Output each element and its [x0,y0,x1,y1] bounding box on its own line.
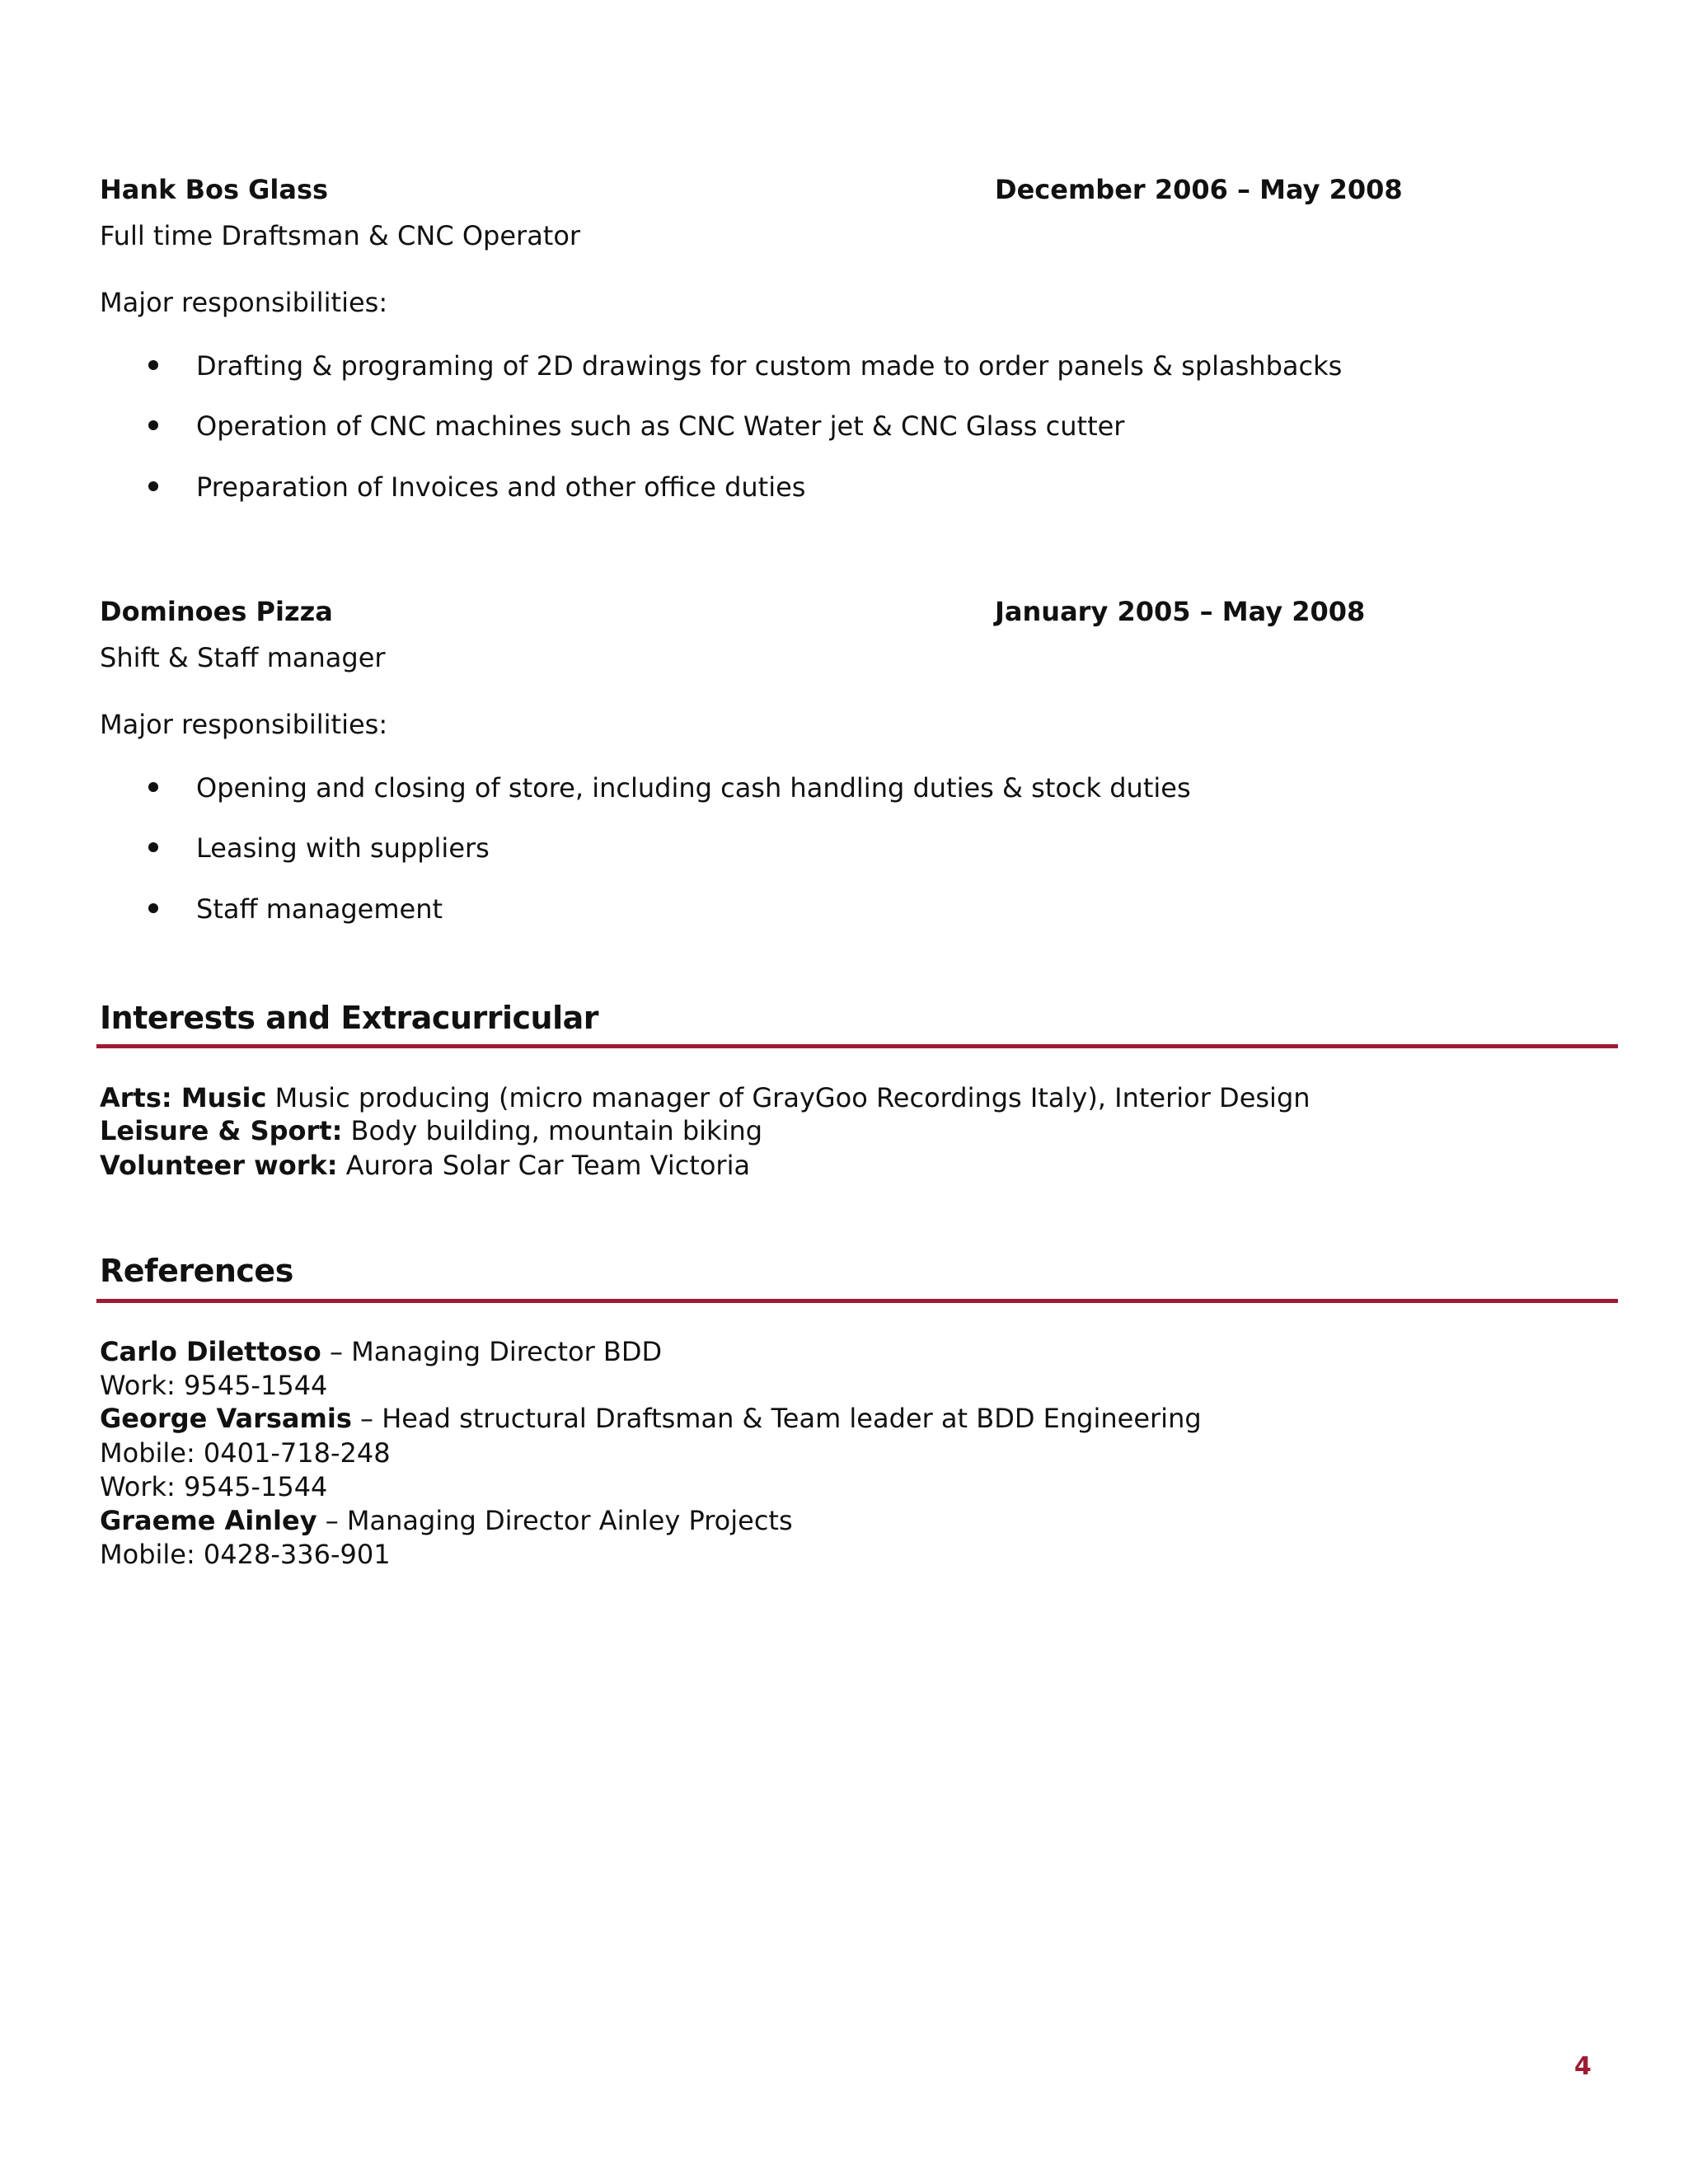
reference-name: George Varsamis [100,1403,352,1434]
responsibilities-label: Major responsibilities: [100,287,388,318]
interest-text: Aurora Solar Car Team Victoria [337,1150,751,1181]
job-company: Hank Bos Glass [100,174,329,205]
reference-text: – Managing Director BDD [321,1336,663,1367]
reference-text: – Head structural Draftsman & Team leader at BDD Engineering [351,1403,1202,1434]
interest-line [100,1149,750,1182]
interest-label: Leisure & Sport: [100,1115,343,1146]
section-divider [96,1299,1618,1303]
interest-text: Body building, mountain biking [342,1115,763,1146]
reference-text: Work: 9545-1544 [100,1370,328,1401]
duty-item [148,771,1191,804]
reference-line [100,1436,391,1469]
interest-label: Volunteer work: [100,1150,338,1181]
duty-item [148,471,805,504]
job-dates: January 2005 – May 2008 [995,596,1366,627]
duty-item [148,410,1124,443]
duty-item [148,893,443,926]
interest-text: Music producing (micro manager of GrayGoo Recordings Italy), Interior Design [266,1082,1311,1113]
bullet-icon [148,903,158,913]
responsibilities-label: Major responsibilities: [100,709,388,740]
section-title-interests: Interests and Extracurricular [100,1000,598,1036]
duty-text: Leasing with suppliers [196,832,490,864]
bullet-icon [148,360,158,370]
reference-line [100,1470,327,1503]
duty-text: Drafting & programing of 2D drawings for custom made to order panels & splashbacks [196,350,1343,382]
reference-text: – Managing Director Ainley Projects [316,1505,793,1536]
job-role: Full time Draftsman & CNC Operator [100,220,581,251]
reference-name: Carlo Dilettoso [100,1336,321,1367]
duty-text: Operation of CNC machines such as CNC Water jet & CNC Glass cutter [196,410,1125,442]
bullet-icon [148,481,158,491]
duty-text: Preparation of Invoices and other office duties [196,471,806,503]
reference-text: Mobile: 0428-336-901 [100,1539,391,1570]
reference-name: Graeme Ainley [100,1505,317,1536]
job-company: Dominoes Pizza [100,596,333,627]
reference-line [100,1538,391,1571]
job-role: Shift & Staff manager [100,642,386,673]
duty-text: Opening and closing of store, including cash handling duties & stock duties [196,772,1191,804]
section-divider [96,1044,1618,1048]
interest-label: Arts: Music [100,1082,267,1113]
duty-item [148,349,1342,382]
reference-line [100,1369,327,1402]
bullet-icon [148,420,158,430]
interest-line [100,1114,762,1147]
reference-line [100,1402,1202,1435]
bullet-icon [148,782,158,792]
bullet-icon [148,842,158,852]
job-dates: December 2006 – May 2008 [995,174,1403,205]
page-number: 4 [1574,2052,1592,2081]
section-title-references: References [100,1253,293,1289]
reference-line [100,1504,793,1537]
interest-line [100,1081,1311,1114]
duty-text: Staff management [196,893,443,925]
reference-text: Mobile: 0401-718-248 [100,1437,391,1469]
reference-line [100,1335,662,1368]
reference-text: Work: 9545-1544 [100,1471,328,1502]
duty-item [148,832,490,865]
